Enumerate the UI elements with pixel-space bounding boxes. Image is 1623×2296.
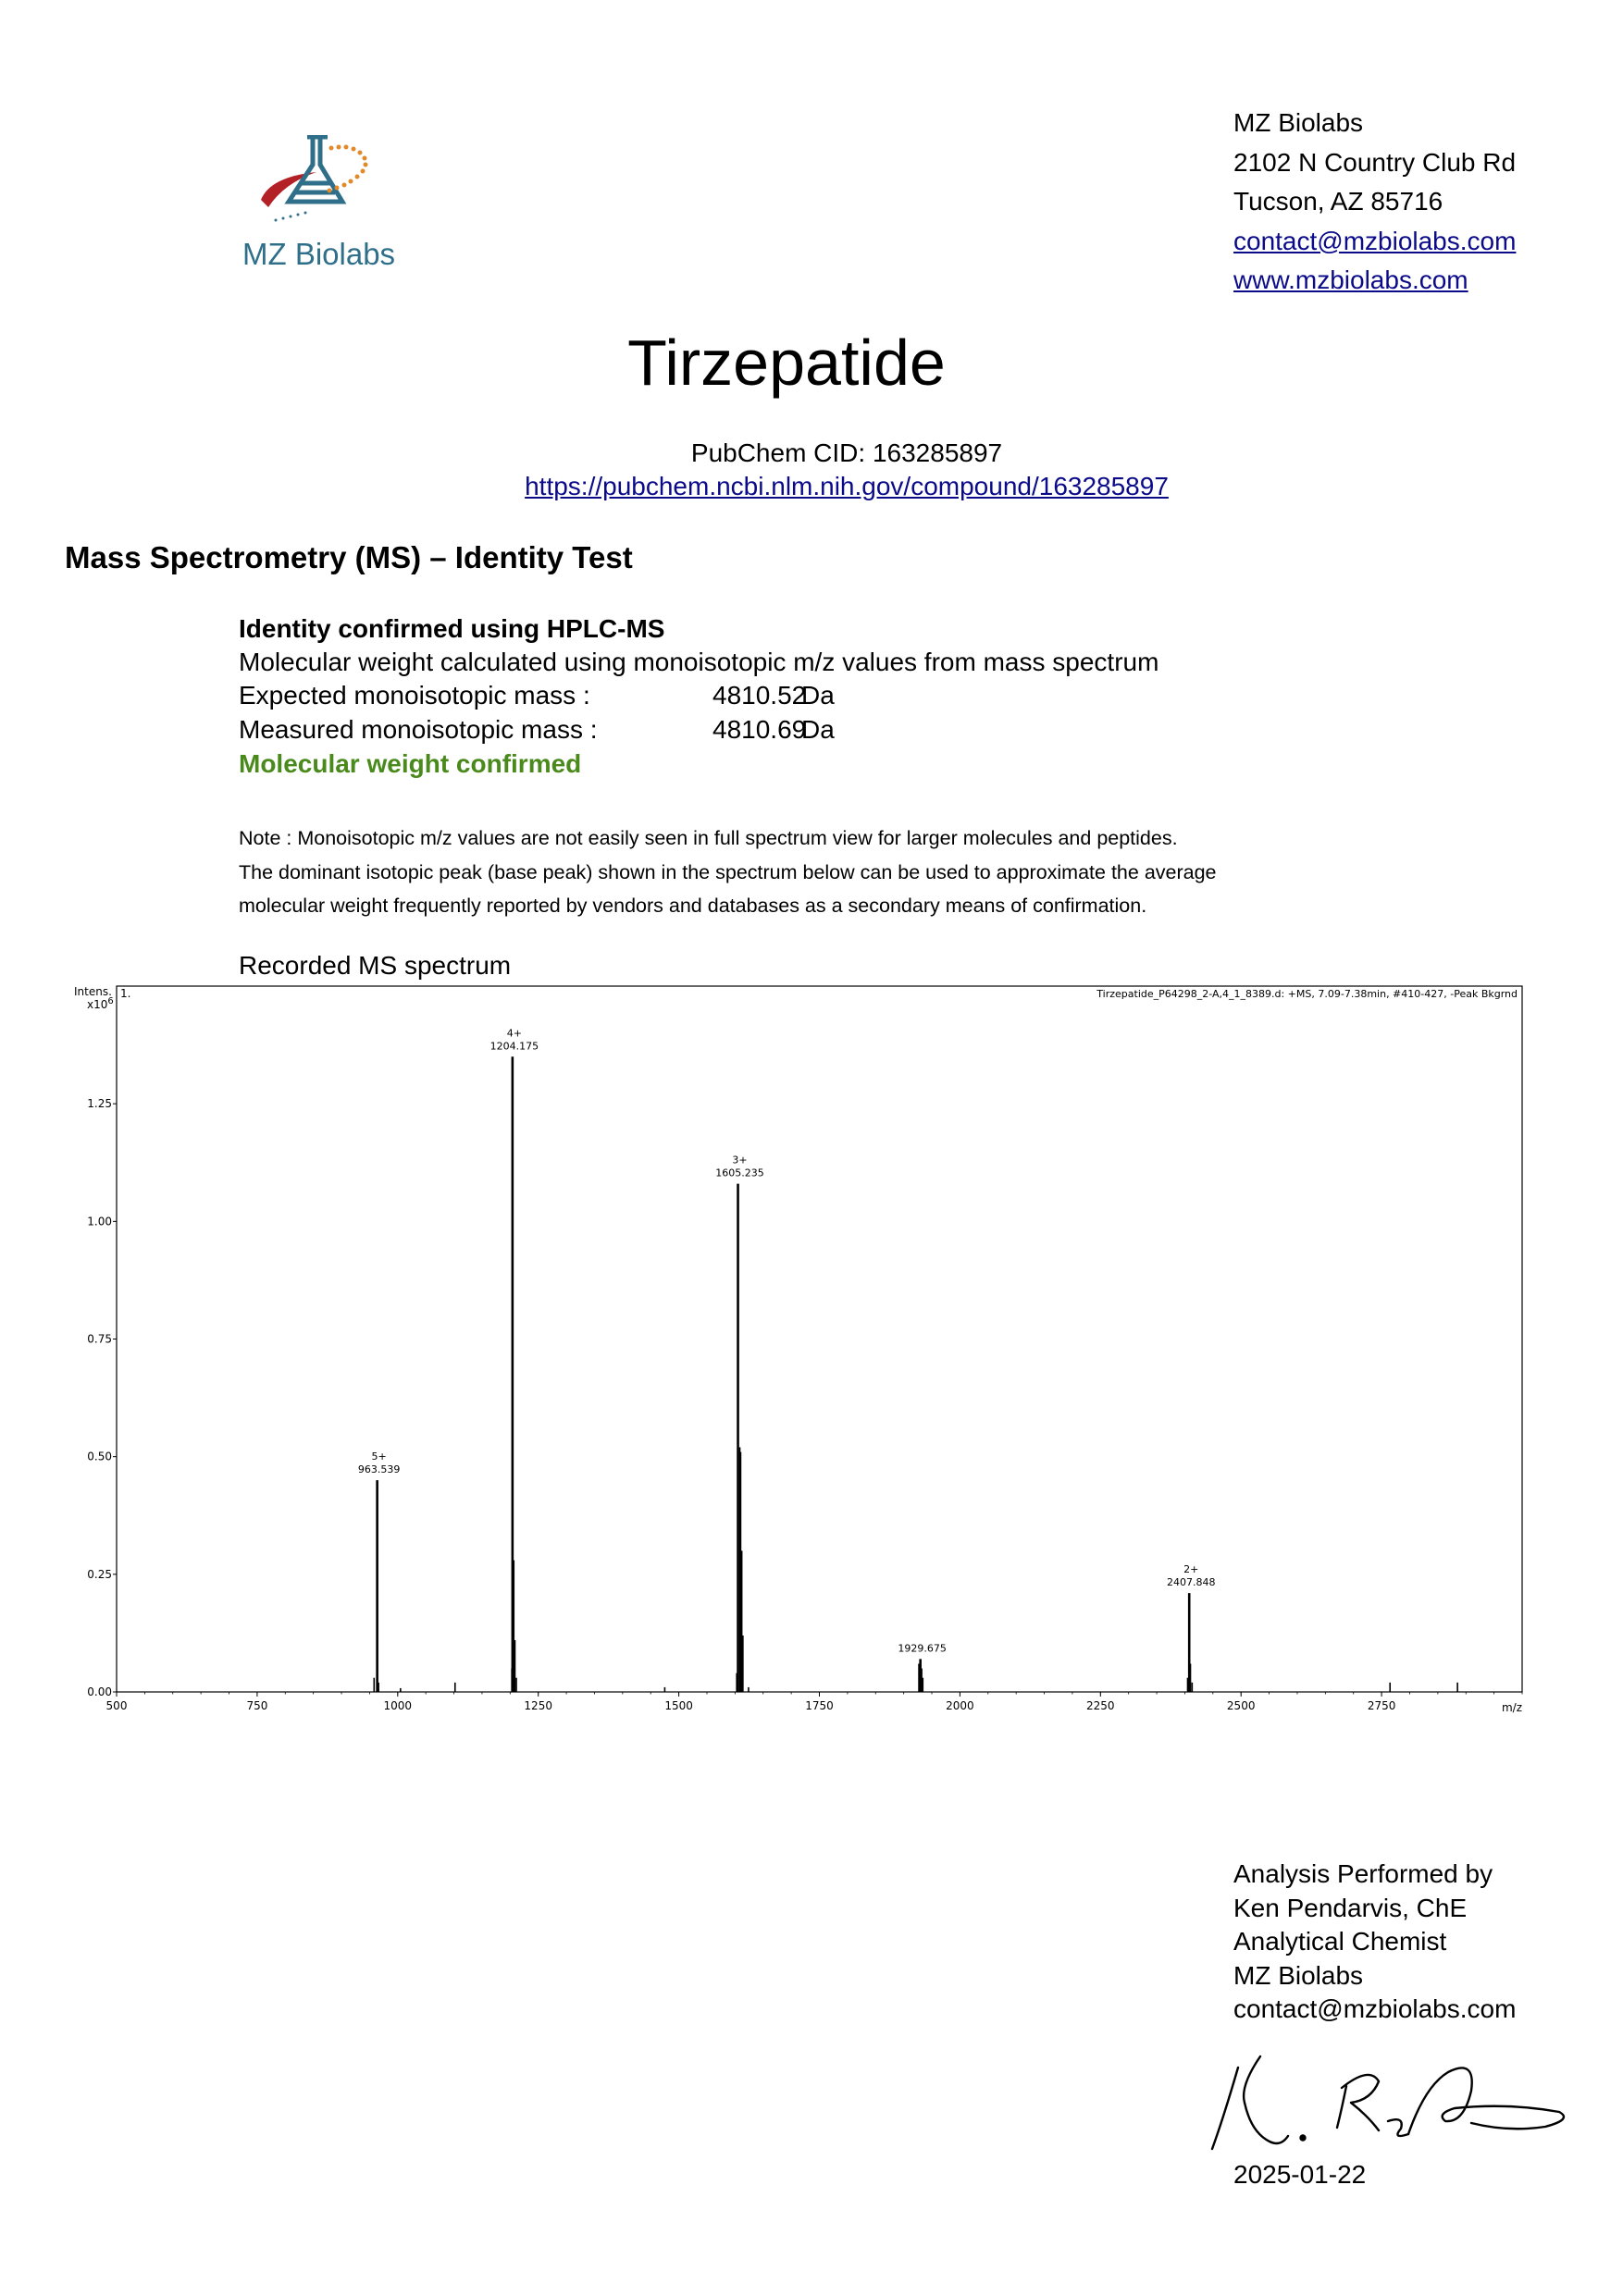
analysis-line: Analysis Performed by	[1233, 1859, 1493, 1888]
spectrum-label: Recorded MS spectrum	[239, 951, 512, 980]
x-tick-label: 1500	[664, 1699, 693, 1712]
expected-mass-value: 4810.52	[712, 681, 807, 710]
x-tick-label: 1750	[805, 1699, 834, 1712]
company-email-link[interactable]: contact@mzbiolabs.com	[1233, 226, 1517, 255]
x-tick-label: 1000	[383, 1699, 413, 1712]
y-tick-label: 0.75	[87, 1332, 112, 1346]
x-tick-label: 500	[105, 1699, 128, 1712]
file-info: Tirzepatide_P64298_2-A,4_1_8389.d: +MS, 7.09-7.38min, #410-427, -Peak Bkgrnd	[1096, 988, 1518, 1000]
peak-mz-label: 1204.175	[489, 1040, 539, 1053]
peak-charge-label: 4+	[506, 1027, 522, 1040]
signature	[1203, 2031, 1573, 2160]
x-tick-label: 2750	[1367, 1699, 1396, 1712]
peak-charge-label: 5+	[371, 1450, 387, 1463]
document-title: Tirzepatide	[627, 327, 946, 399]
x-tick-label: 2000	[946, 1699, 974, 1712]
chart-layer	[87, 1027, 1522, 1712]
company-address	[1233, 104, 1516, 301]
expected-mass-label: Expected monoisotopic mass :	[239, 681, 590, 710]
analyst-role: Analytical Chemist	[1233, 1927, 1447, 1956]
measured-mass-label: Measured monoisotopic mass :	[239, 715, 598, 744]
logo-small-dots	[275, 212, 307, 222]
x-tick-label: 1250	[524, 1699, 552, 1712]
analyst-org: MZ Biolabs	[1233, 1960, 1364, 1990]
company-street: 2102 N Country Club Rd	[1233, 147, 1517, 177]
expected-mass-row	[239, 681, 835, 710]
x-tick-label: 750	[246, 1699, 268, 1712]
analyst-email: contact@mzbiolabs.com	[1233, 1994, 1517, 2023]
x-tick-label: 2500	[1226, 1699, 1256, 1712]
x-tick-label: 2250	[1086, 1699, 1115, 1712]
y-axis-scale-exponent: 6	[107, 996, 114, 1006]
company-name: MZ Biolabs	[1233, 108, 1364, 137]
peak-mz-label: 2407.848	[1166, 1576, 1216, 1589]
company-website-link[interactable]: www.mzbiolabs.com	[1233, 265, 1468, 294]
y-tick-label: 1.25	[87, 1097, 112, 1111]
peak-mz-label: 1605.235	[715, 1167, 764, 1179]
measured-mass-unit: Da	[801, 715, 835, 744]
y-tick-label: 1.00	[87, 1215, 112, 1228]
logo-brand-name: MZ Biolabs	[242, 237, 396, 271]
pubchem-cid: PubChem CID: 163285897	[690, 438, 1003, 467]
measured-mass-value: 4810.69	[712, 715, 807, 744]
y-tick-label: 0.50	[87, 1450, 112, 1463]
flask-icon	[289, 137, 342, 202]
result-confirmed: Molecular weight confirmed	[239, 749, 582, 778]
analysis-block	[1233, 1858, 1516, 2027]
method-note: Molecular weight calculated using monoisotopic m/z values from mass spectrum	[239, 648, 1159, 676]
measured-mass-row	[239, 715, 835, 745]
plot-frame	[117, 986, 1522, 1692]
note-line-3: molecular weight frequently reported by vendors and databases as a secondary means of confirmation.	[239, 895, 1147, 917]
x-axis-label: m/z	[1501, 1701, 1522, 1714]
pubchem-link[interactable]: https://pubchem.ncbi.nlm.nih.gov/compound/163285897	[525, 472, 1169, 500]
signature-date: 2025-01-22	[1233, 2160, 1367, 2189]
analyst-name: Ken Pendarvis, ChE	[1233, 1893, 1468, 1922]
expected-mass-unit: Da	[801, 681, 835, 710]
y-axis-scale	[87, 996, 114, 1011]
y-tick-label: 0.25	[87, 1567, 112, 1581]
peak-charge-label: 3+	[732, 1154, 748, 1167]
peak-mz-label: 1929.675	[898, 1642, 947, 1655]
note-line-2: The dominant isotopic peak (base peak) shown in the spectrum below can be used to approximate the average	[239, 860, 1217, 883]
company-city: Tucson, AZ 85716	[1233, 187, 1443, 216]
peak-mz-label: 963.539	[357, 1463, 401, 1476]
identity-heading: Identity confirmed using HPLC-MS	[239, 614, 665, 643]
y-tick-label: 0.00	[87, 1685, 112, 1698]
y-axis-label: Intens.	[74, 985, 112, 998]
trace-number: 1.	[120, 987, 131, 1000]
y-axis-scale-base: x10	[87, 998, 108, 1011]
section-title: Mass Spectrometry (MS) – Identity Test	[65, 540, 633, 574]
peak-charge-label: 2+	[1183, 1563, 1199, 1576]
ms-spectrum-chart	[0, 975, 1623, 1734]
note-block	[239, 821, 1217, 923]
note-line-1: Note : Monoisotopic m/z values are not easily seen in full spectrum view for larger molecules and peptides.	[239, 827, 1178, 849]
